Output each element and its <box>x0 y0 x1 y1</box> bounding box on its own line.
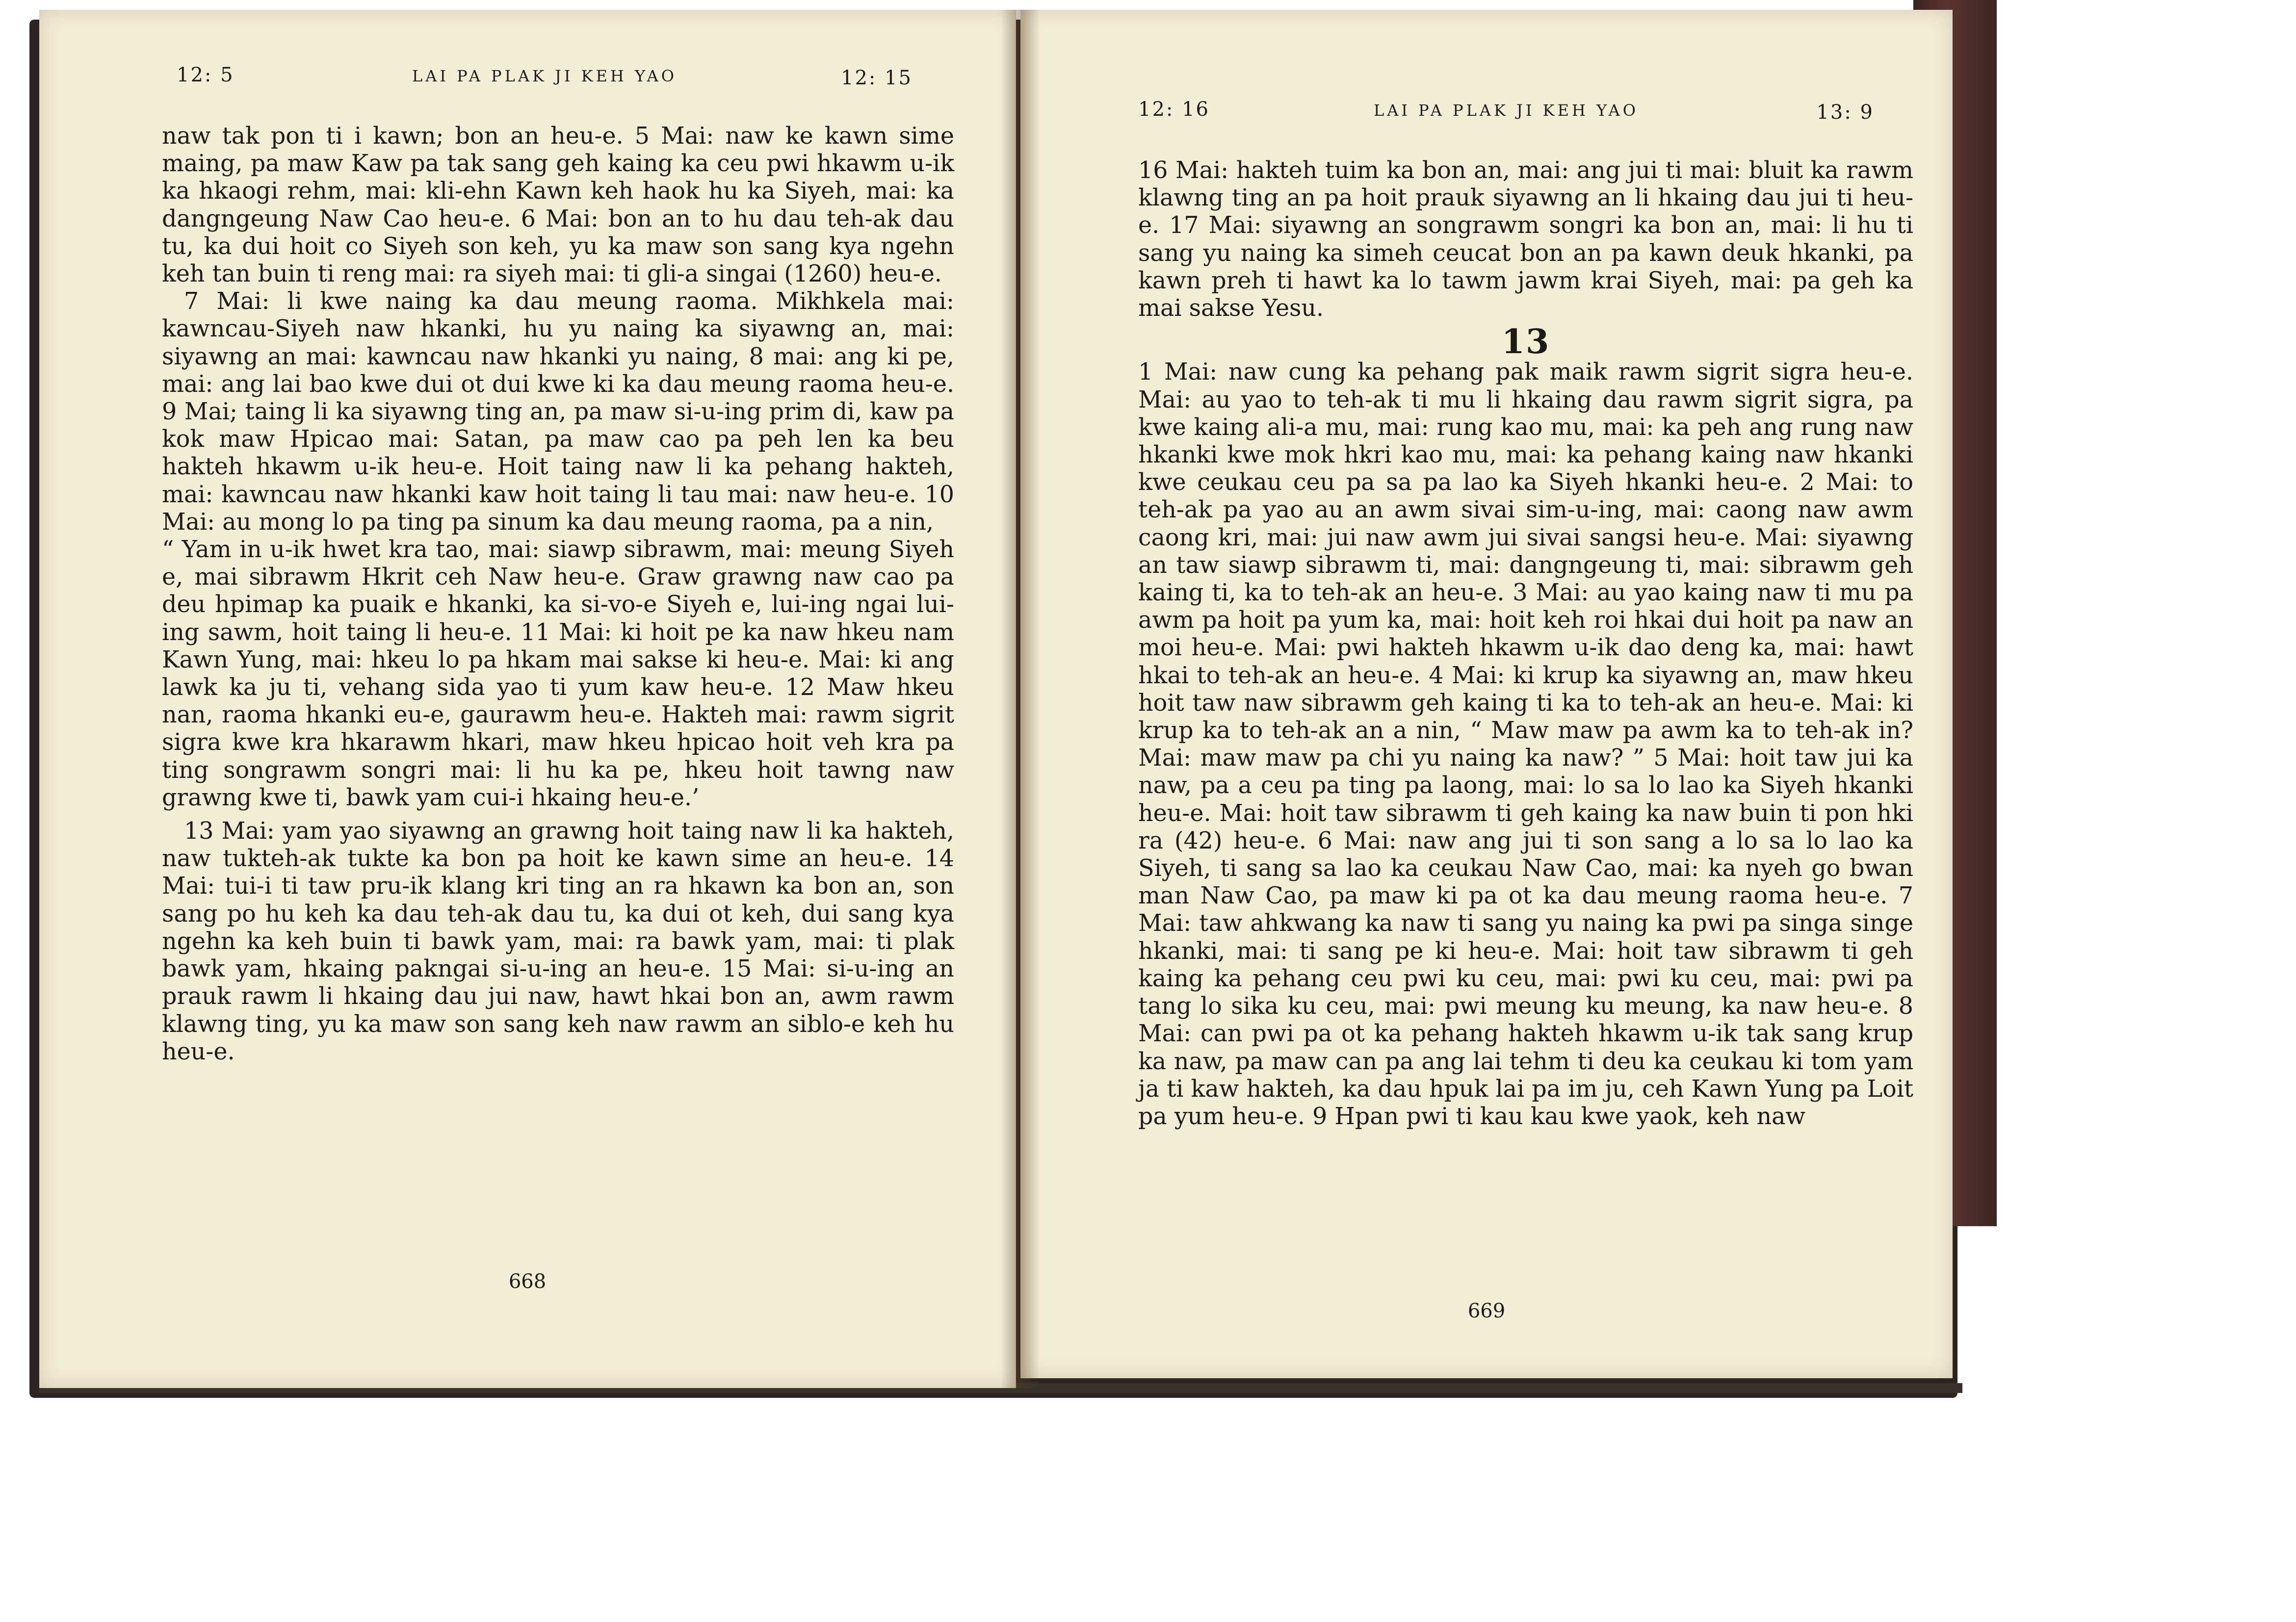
left-paragraph-3: 13 Mai: yam yao siyawng an grawng hoit taing naw li ka hakteh, naw tukteh-ak tukte ka bon pa hoit ke kawn sime an heu-e. 14 Mai: tui-i ti taw pru-ik klang kri ting an ra hkawn ka bon an, son sang po hu keh ka dau teh-ak dau tu, ka dui ot keh, dui sang kya ngehn ka keh buin ti bawk yam, mai: ra bawk yam, mai: ti plak bawk yam, hkaing pakngai si-u-ing an heu-e. 15 Mai: si-u-ing an prauk rawm li hkaing dau jui naw, hawt hkai bon an, awm rawm klawng ting, yu ka maw son sang keh naw rawm an siblo-e keh hu heu-e. <box>162 818 954 1065</box>
book-gutter <box>1001 10 1040 1388</box>
right-paragraph-1: 16 Mai: hakteh tuim ka bon an, mai: ang jui ti mai: bluit ka rawm klawng ting an pa hoit prauk siyawng an li hkaing dau jui ti heu-e. 17 Mai: siyawng an songrawm songri ka bon an, mai: li hu ti sang yu naing ka simeh ceucat bon an pa kawn deuk hkanki, pa kawn preh ti hawt ka lo tawm jawm krai Siyeh, mai: pa geh ka mai sakse Yesu. <box>1138 157 1913 322</box>
left-page-header <box>177 64 913 93</box>
left-page-number: 668 <box>508 1270 547 1293</box>
left-header-end-ref: 12: 15 <box>841 67 913 89</box>
right-header-start-ref: 12: 16 <box>1138 98 1210 121</box>
right-running-title: LAI PA PLAK JI KEH YAO <box>1374 101 1639 120</box>
left-paragraph-1: naw tak pon ti i kawn; bon an heu-e. 5 Mai: naw ke kawn sime maing, pa maw Kaw pa tak sang geh kaing ka ceu pwi hkawm u-ik ka hkaogi rehm, mai: kli-ehn Kawn keh haok hu ka Siyeh, mai: ka dangngeung Naw Cao heu-e. 6 Mai: bon an to hu dau teh-ak dau tu, ka dui hoit co Siyeh son keh, yu ka maw son sang kya ngehn keh tan buin ti reng mai: ra siyeh mai: ti gli-a singai (1260) heu-e. <box>162 123 954 288</box>
right-page-number: 669 <box>1467 1300 1506 1322</box>
left-running-title: LAI PA PLAK JI KEH YAO <box>412 67 677 85</box>
right-header-end-ref: 13: 9 <box>1816 101 1874 124</box>
left-page-body <box>162 123 954 1066</box>
right-page-body <box>1138 157 1913 1131</box>
right-paragraph-2: 1 Mai: naw cung ka pehang pak maik rawm sigrit sigra heu-e. Mai: au yao to teh-ak ti mu li hkaing dau rawm sigrit sigra, pa kwe kaing ali-a mu, mai: rung kao mu, mai: ka peh ang rung naw hkanki kwe mok hkri kao mu, mai: ka pehang kaing naw hkanki kwe ceukau ceu pa sa pa lao ka Siyeh hkanki heu-e. 2 Mai: to teh-ak pa yao au an awm sivai sim-u-ing, mai: caong naw awm caong kri, mai: jui naw awm jui sivai sangsi heu-e. Mai: siyawng an taw siawp sibrawm ti, mai: dangngeung ti, mai: sibrawm geh kaing ti, ka to teh-ak an heu-e. 3 Mai: au yao kaing naw ti mu pa awm pa hoit pa yum ka, mai: hoit keh roi hkai dui hoit pa naw an moi heu-e. Mai: pwi hakteh hkawm u-ik dao deng ka, mai: hawt hkai to teh-ak an heu-e. 4 Mai: ki krup ka siyawng an, maw hkeu hoit taw naw sibrawm geh kaing ti ka to teh-ak an heu-e. Mai: ki krup ka to teh-ak an a nin, “ Maw maw pa awm ka to teh-ak in? Mai: maw maw pa chi yu naing ka naw? ” 5 Mai: hoit taw jui ka naw, pa a ceu pa ting pa laong, mai: lo sa lo lao ka Siyeh hkanki heu-e. Mai: hoit taw sibrawm ti geh kaing ka naw buin ti pon hki ra (42) heu-e. 6 Mai: naw ang jui ti son sang a lo sa lo lao ka Siyeh, ti sang sa lao ka ceukau Naw Cao, mai: ka nyeh go bwan man Naw Cao, pa maw ki pa ot ka dau meung raoma heu-e. 7 Mai: taw ahkwang ka naw ti sang yu naing ka pwi pa singa singe hkanki, mai: ti sang pe ki heu-e. Mai: hoit taw sibrawm ti geh kaing ka pehang ceu pwi ku ceu, mai: pwi ku ceu, mai: pwi pa tang lo sika ku ceu, mai: pwi meung ku meung, ka naw heu-e. 8 Mai: can pwi pa ot ka pehang hakteh hkawm u-ik tak sang krup ka naw, pa maw can pa ang lai tehm ti deu ka ceukau ki tom yam ja ti kaw hakteh, ka dau hpuk lai pa im ju, ceh Kawn Yung pa Loit pa yum heu-e. 9 Hpan pwi ti kau kau kwe yaok, keh naw <box>1138 359 1913 1130</box>
chapter-number: 13 <box>1501 322 1550 362</box>
left-paragraph-2: 7 Mai: li kwe naing ka dau meung raoma. Mikhkela mai: kawncau-Siyeh naw hkanki, hu yu naing ka siyawng an, mai: siyawng an mai: kawncau naw hkanki yu naing, 8 mai: ang ki pe, mai: ang lai bao kwe dui ot dui kwe ki ka dau meung raoma heu-e. 9 Mai; taing li ka siyawng ting an, pa maw si-u-ing prim di, kaw pa kok maw Hpicao mai: Satan, pa maw cao pa peh len ka beu hakteh hkawm u-ik heu-e. Hoit taing naw li ka pehang hakteh, mai: kawncau naw hkanki kaw hoit taing li tau mai: naw heu-e. 10 Mai: au mong lo pa ting pa sinum ka dau meung raoma, pa a nin, <box>162 288 954 536</box>
left-header-start-ref: 12: 5 <box>177 64 235 86</box>
left-page <box>39 10 1016 1388</box>
left-quotation: “ Yam in u-ik hwet kra tao, mai: siawp sibrawm, mai: meung Siyeh e, mai sibrawm Hkrit ceh Naw heu-e. Graw grawng naw cao pa deu hpimap ka puaik e hkanki, ka si-vo-e Siyeh e, lui-ing ngai lui-ing sawm, hoit taing li heu-e. 11 Mai: ki hoit pe ka naw hkeu nam Kawn Yung, mai: hkeu lo pa hkam mai sakse ki heu-e. Mai: ki ang lawk ka ju ti, vehang sida yao ti yum kaw heu-e. 12 Maw hkeu nan, raoma hkanki eu-e, gaurawm heu-e. Hakteh mai: rawm sigrit sigra kwe kra hkarawm hkari, maw hkeu hpicao hoit veh kra pa ting songrawm songri mai: li hu ka pe, hkeu hoit tawng naw grawng kwe ti, bawk yam cui-i hkaing heu-e.’ <box>162 536 954 811</box>
right-page <box>1020 10 1953 1378</box>
right-page-header <box>1138 98 1874 128</box>
